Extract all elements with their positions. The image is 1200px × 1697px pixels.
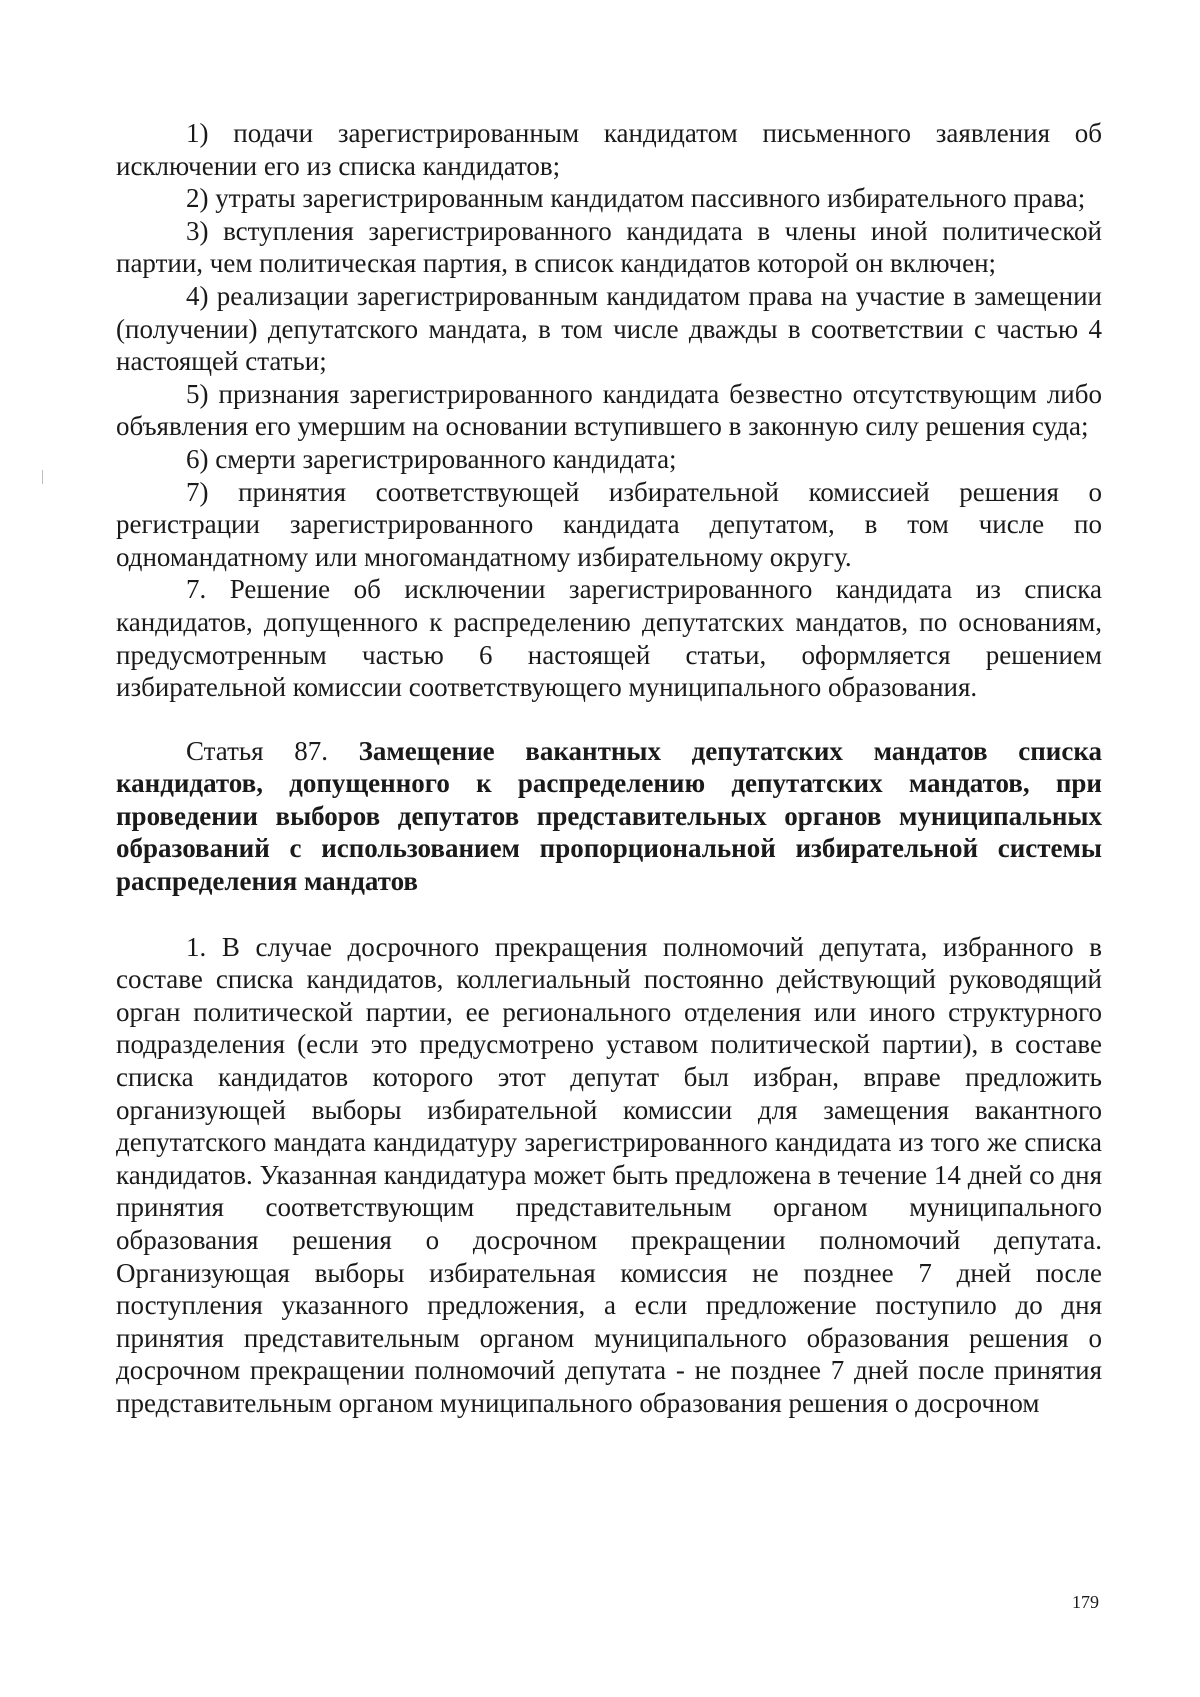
list-item-3: 3) вступления зарегистрированного кандидата в члены иной политической партии, чем политическая партия, в список кандидатов которой он включен; <box>116 215 1102 279</box>
list-item-1: 1) подачи зарегистрированным кандидатом письменного заявления об исключении его из списка кандидатов; <box>116 118 1102 181</box>
list-item-2: 2) утраты зарегистрированным кандидатом пассивного избирательного права; <box>186 183 1086 214</box>
page-number: 179 <box>1072 1592 1099 1612</box>
list-item-5: 5) признания зарегистрированного кандидата безвестно отсутствующим либо объявления его умершим на основании вступившего в законную силу решения суда; <box>116 378 1102 442</box>
spacer <box>116 898 1102 931</box>
document-body <box>116 117 1102 1420</box>
article-number: Статья 87. <box>186 735 328 766</box>
list-item-4: 4) реализации зарегистрированным кандидатом права на участие в замещении (получении) депутатского мандата, в том числе дважды в соответствии с частью 4 настоящей статьи; <box>116 280 1102 377</box>
list-item-7: 7) принятия соответствующей избирательной комиссией решения о регистрации зарегистрированного кандидата депутатом, в том числе по одномандатному или многомандатному избирательному округу. <box>116 476 1102 572</box>
clause-7-paragraph: 7. Решение об исключении зарегистрированного кандидата из списка кандидатов, допущенного к распределению депутатских мандатов, по основаниям, предусмотренным частью 6 настоящей статьи, оформляется решением избирательной комиссии соответствующего муниципального образования. <box>116 574 1102 703</box>
article-heading <box>116 735 1102 898</box>
list-item-6: 6) смерти зарегистрированного кандидата; <box>186 443 677 474</box>
article-title: Замещение вакантных депутатских мандатов списка кандидатов, допущенного к распределению депутатских мандатов, при проведении выборов депутатов представительных органов муниципальных образований с использованием пропорциональной избирательной системы распределения мандатов <box>116 735 1102 897</box>
article-clause-1: 1. В случае досрочного прекращения полномочий депутата, избранного в составе списка кандидатов, коллегиальный постоянно действующий руководящий орган политической партии, ее регионального отделения или иного структурного подразделения (если это предусмотрено уставом политической партии), в составе списка кандидатов которого этот депутат был избран, вправе предложить организующей выборы избирательной комиссии для замещения вакантного депутатского мандата кандидатуру зарегистрированного кандидата из того же списка кандидатов. Указанная кандидатура может быть предложена в течение 14 дней со дня принятия соответствующим представительным органом муниципального образования решения о досрочном прекращении полномочий депутата. Организующая выборы избирательная комиссия не позднее 7 дней после поступления указанного предложения, а если предложение поступило до дня принятия представительным органом муниципального образования решения о досрочном прекращении полномочий депутата - не позднее 7 дней после принятия представительным органом муниципального образования решения о досрочном <box>116 931 1102 1418</box>
scan-mark <box>42 470 43 484</box>
